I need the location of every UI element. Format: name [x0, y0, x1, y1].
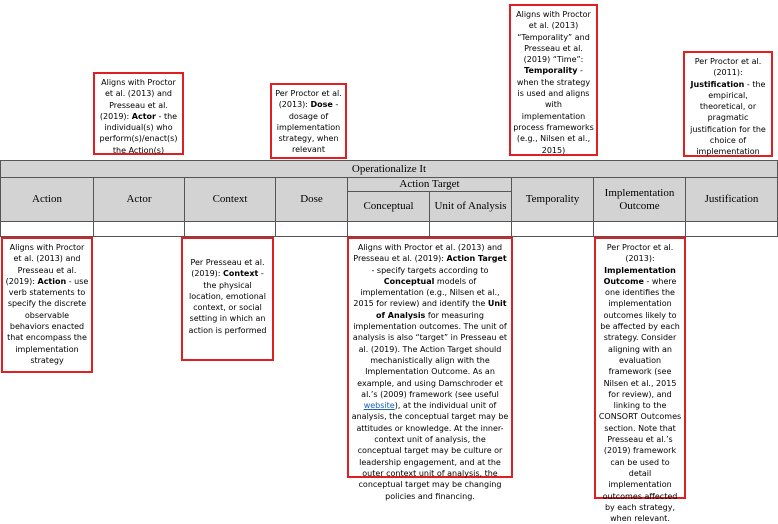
note-justification-post: - the empirical, theoretical, or pragmatic justification for the choice of implementation — [690, 79, 766, 157]
note-action-target-post: ), at the individual unit of analysis, the conceptual target may be attitudes or knowledge. At the inner-context unit of analysis, the conceptual target may be culture or leadership engagement, and at the outer context unit of analysis, the conceptual target may be changing policies and financing. — [351, 401, 509, 501]
header-action-label: Action — [32, 193, 62, 205]
header-temporality — [512, 178, 594, 222]
table-cell — [594, 222, 686, 237]
header-justification — [686, 178, 778, 222]
note-action-target-mid1: - specify targets according to — [371, 265, 489, 275]
table-title-text: Operationalize It — [351, 162, 427, 175]
header-context — [185, 178, 276, 222]
note-actor-post: - the individual(s) who perform(s)/enact(s) the Action(s) — [99, 111, 178, 155]
note-action — [1, 237, 93, 373]
table-title — [0, 160, 778, 178]
note-actor-term: Actor — [131, 111, 156, 121]
header-context-label: Context — [212, 193, 248, 205]
note-justification-term: Justification — [690, 79, 745, 89]
header-implementation-outcome-label: Implementation Outcome — [604, 186, 675, 212]
table-cell — [185, 222, 276, 237]
note-actor — [93, 72, 184, 155]
table-cell — [430, 222, 512, 237]
header-justification-label: Justification — [704, 193, 759, 205]
table-cell — [512, 222, 594, 237]
note-dose-term: Dose — [310, 100, 333, 110]
header-temporality-label: Temporality — [525, 193, 580, 205]
note-conceptual-term: Conceptual — [383, 276, 435, 286]
header-dose — [276, 178, 348, 222]
note-action-term: Action — [37, 276, 67, 286]
note-dose-pre: Per Proctor et al. (2013): — [275, 89, 342, 110]
note-actor-pre: Aligns with Proctor et al. (2013) and Presseau et al. (2019): — [99, 78, 176, 121]
note-implementation-outcome — [594, 237, 686, 524]
note-context-post: - the physical location, emotional context, or social setting in which an action is performed — [188, 269, 267, 335]
header-action-target — [348, 178, 512, 192]
website-link[interactable]: website — [363, 401, 395, 411]
note-temporality-term: Temporality — [524, 66, 578, 76]
table-cell — [0, 222, 94, 237]
header-action — [0, 178, 94, 222]
header-conceptual — [348, 192, 430, 222]
note-action-target-pre: Aligns with Proctor et al. (2013) and Presseau et al. (2019): — [353, 243, 503, 264]
note-temporality-pre: Aligns with Proctor et al. (2013) “Temporality” and Presseau et al. (2019) “Time”: — [516, 10, 591, 65]
note-temporality — [509, 4, 598, 156]
table-cell — [94, 222, 185, 237]
note-action-target-mid3: for measuring implementation outcomes. The unit of analysis is also “target” in Presseau et al. (2019). The Action Target should mechanistically align with the Implementation Outcome. As an example, and using Damschroder et al.’s (2009) framework (see useful — [352, 310, 508, 399]
note-dose-post: - dosage of implementation strategy, when relevant — [276, 100, 341, 155]
header-implementation-outcome — [594, 178, 686, 222]
note-justification — [683, 51, 773, 157]
note-action-target — [347, 237, 513, 501]
note-action-target-mid2: models of implementation (e.g., Nilsen et al., 2015 for review) and identify the — [353, 276, 500, 309]
note-context-pre: Per Presseau et al. (2019): — [190, 258, 265, 279]
header-action-target-label: Action Target — [399, 178, 460, 190]
note-justification-pre: Per Proctor et al. (2011): — [694, 57, 762, 78]
note-action-pre: Aligns with Proctor et al. (2013) and Presseau et al. (2019): — [5, 243, 85, 286]
note-context — [181, 237, 274, 361]
note-implementation-outcome-pre: Per Proctor et al. (2013): — [606, 243, 674, 264]
note-context-term: Context — [223, 269, 259, 279]
note-implementation-outcome-post: - where one identifies the implementation outcomes likely to be affected by each strategy. Consider aligning with an evaluation framework (see Nilsen et al., 2015 for review), and linking to the CONSORT Outcomes section. Note that Presseau et al.’s (2019) framework can be used to detail implementation outcomes affected by each strategy, when relevant. — [598, 276, 682, 524]
note-action-post: - use verb statements to specify the discrete observable behaviors enacted that encompass the implementation strategy — [7, 276, 89, 365]
table-cell — [686, 222, 778, 237]
table-cell — [276, 222, 348, 237]
header-actor — [94, 178, 185, 222]
note-dose — [270, 83, 347, 159]
note-temporality-post: - when the strategy is used and aligns with implementation process frameworks (e.g., Nilsen et al., 2015) — [513, 66, 594, 155]
note-unit-of-analysis-term: Unit of Analysis — [376, 299, 507, 320]
header-actor-label: Actor — [126, 193, 152, 205]
header-dose-label: Dose — [300, 193, 323, 205]
note-implementation-outcome-term: Implementation Outcome — [603, 265, 676, 286]
header-unit-of-analysis-label: Unit of Analysis — [434, 200, 507, 212]
note-action-target-term: Action Target — [446, 254, 507, 264]
header-unit-of-analysis — [430, 192, 512, 222]
table-cell — [348, 222, 430, 237]
header-conceptual-label: Conceptual — [363, 200, 414, 212]
